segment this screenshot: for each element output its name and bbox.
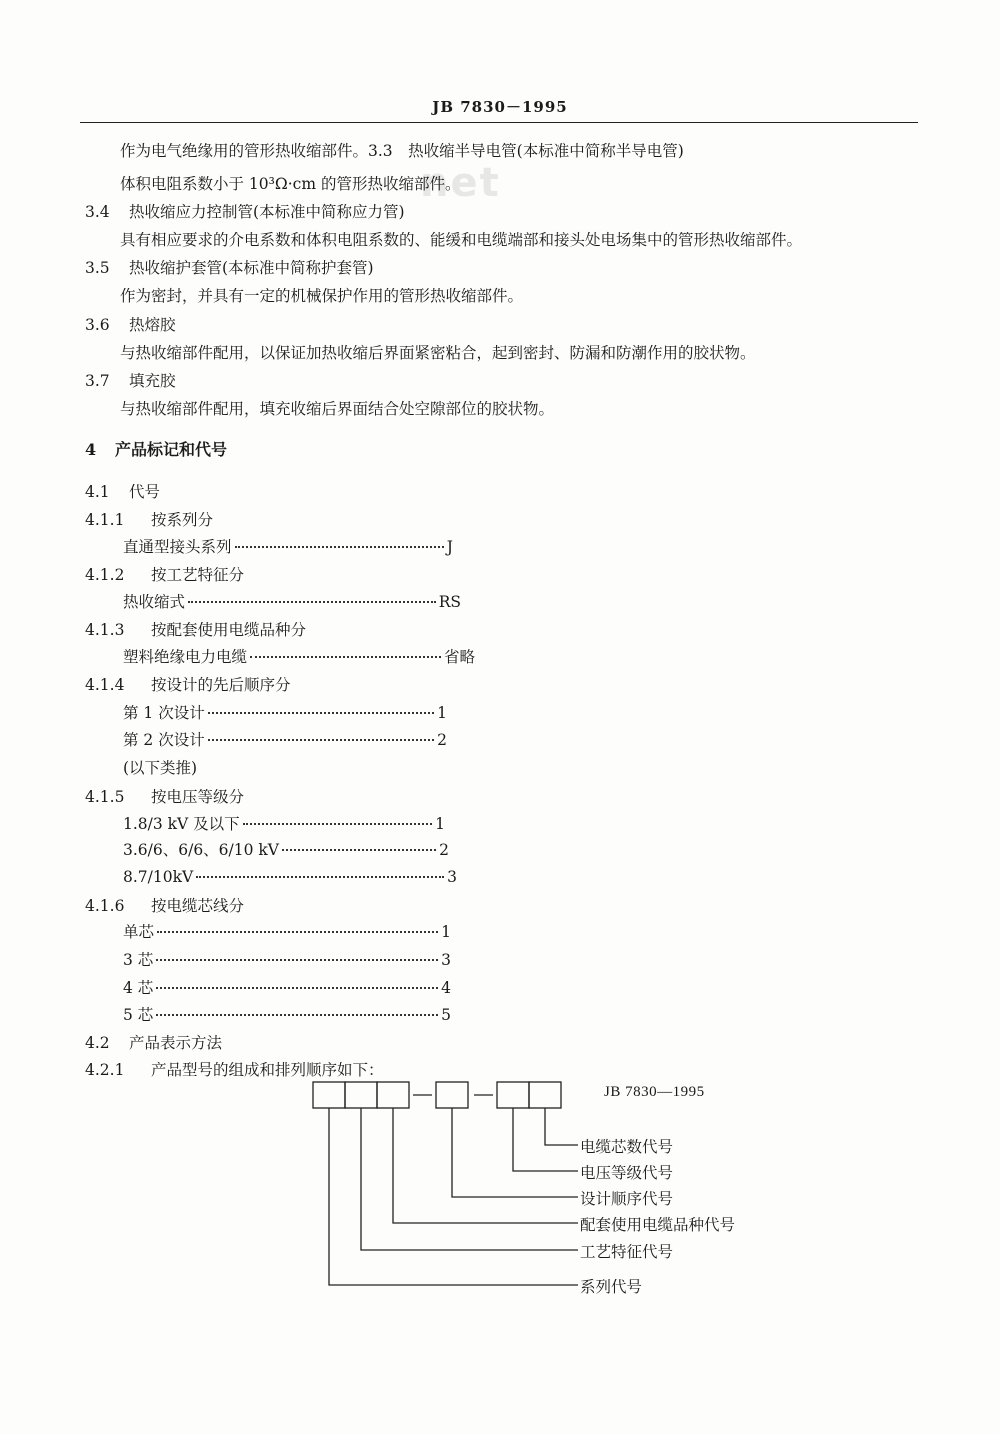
code-entry: 4 芯 4 <box>123 979 451 997</box>
label-process-code: 工艺特征代号 <box>580 1243 674 1261</box>
clause-heading: 3.4 热收缩应力控制管(本标准中简称应力管) <box>85 203 405 221</box>
box-process <box>345 1082 377 1108</box>
para-line: 体积电阻系数小于 10³Ω·cm 的管形热收缩部件。 <box>120 175 461 193</box>
clause-heading: 4.1.6 按电缆芯线分 <box>85 897 245 915</box>
label-cores-code: 电缆芯数代号 <box>580 1138 674 1156</box>
code-entry: 直通型接头系列 J <box>123 538 453 556</box>
leader-line <box>545 1108 578 1145</box>
clause-heading: 4.1.1 按系列分 <box>85 511 214 529</box>
label-design-order-code: 设计顺序代号 <box>580 1190 674 1208</box>
label-cable-type-code: 配套使用电缆品种代号 <box>580 1216 736 1234</box>
code-entry: 第 1 次设计 1 <box>123 704 447 722</box>
leader-line <box>452 1108 578 1197</box>
page-header: JB 7830－1995 <box>432 98 568 116</box>
code-entry: 3.6/6、6/6、6/10 kV 2 <box>123 841 449 859</box>
clause-heading: 4.1.4 按设计的先后顺序分 <box>85 676 291 694</box>
clause-heading: 4.1.5 按电压等级分 <box>85 788 245 806</box>
clause-heading: 3.6 热熔胶 <box>85 316 176 334</box>
para-line: 与热收缩部件配用，以保证加热收缩后界面紧密粘合，起到密封、防漏和防潮作用的胶状物。 <box>120 344 756 362</box>
clause-heading: 3.7 填充胶 <box>85 372 176 390</box>
box-cores <box>529 1082 561 1108</box>
note-text: (以下类推) <box>123 759 198 777</box>
box-cable-type <box>377 1082 409 1108</box>
section-heading: 4 产品标记和代号 <box>85 440 228 459</box>
box-design-order <box>436 1082 468 1108</box>
code-entry: 第 2 次设计 2 <box>123 731 447 749</box>
code-entry: 5 芯 5 <box>123 1006 451 1024</box>
para-line: 与热收缩部件配用，填充收缩后界面结合处空隙部位的胶状物。 <box>120 400 555 418</box>
para-line: 作为电气绝缘用的管形热收缩部件。3.3 热收缩半导电管(本标准中简称半导电管) <box>120 142 684 160</box>
clause-heading: 4.1 代号 <box>85 483 161 501</box>
label-series-code: 系列代号 <box>580 1278 643 1296</box>
code-entry: 1.8/3 kV 及以下 1 <box>123 815 445 833</box>
box-voltage <box>497 1082 529 1108</box>
box-series <box>313 1082 345 1108</box>
code-entry: 8.7/10kV 3 <box>123 868 457 886</box>
code-entry: 塑料绝缘电力电缆 省略 <box>123 648 475 666</box>
code-entry: 3 芯 3 <box>123 951 451 969</box>
clause-heading: 4.2 产品表示方法 <box>85 1034 223 1052</box>
para-line: 作为密封，并具有一定的机械保护作用的管形热收缩部件。 <box>120 287 524 305</box>
clause-heading: 3.5 热收缩护套管(本标准中简称护套管) <box>85 259 374 277</box>
watermark: net <box>420 160 501 206</box>
code-entry: 单芯 1 <box>123 923 451 941</box>
clause-heading: 4.1.3 按配套使用电缆品种分 <box>85 621 307 639</box>
clause-heading: 4.1.2 按工艺特征分 <box>85 566 245 584</box>
leader-line <box>393 1108 578 1223</box>
para-line: 具有相应要求的介电系数和体积电阻系数的、能缓和电缆端部和接头处电场集中的管形热收缩部件。 <box>120 231 803 249</box>
standard-number: JB 7830—1995 <box>604 1084 705 1100</box>
label-voltage-code: 电压等级代号 <box>580 1164 674 1182</box>
clause-heading: 4.2.1 产品型号的组成和排列顺序如下： <box>85 1061 384 1079</box>
code-entry: 热收缩式 RS <box>123 593 461 611</box>
